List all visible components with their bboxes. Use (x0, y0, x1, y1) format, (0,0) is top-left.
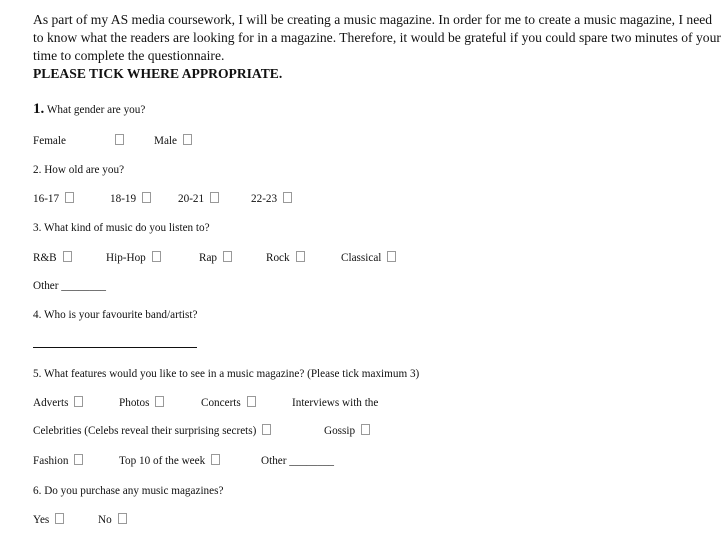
q4-question: 4. Who is your favourite band/artist? (33, 309, 198, 321)
checkbox-rap[interactable] (223, 251, 232, 262)
checkbox-22-23[interactable] (283, 192, 292, 203)
option-photos[interactable]: Photos (119, 396, 164, 410)
option-celebrities[interactable]: Celebrities (Celebs reveal their surprising secrets) (33, 424, 271, 438)
option-top10[interactable]: Top 10 of the week (119, 454, 220, 468)
option-hiphop[interactable]: Hip-Hop (106, 251, 161, 265)
q5-row2 (33, 424, 433, 438)
q3-other[interactable]: Other ________ (33, 280, 107, 292)
option-male[interactable]: Male (154, 134, 192, 148)
q6-options (33, 513, 233, 527)
q5-question: 5. What features would you like to see in a music magazine? (Please tick maximum 3) (33, 368, 420, 380)
q1-number: 1. (33, 101, 45, 117)
checkbox-rnb[interactable] (63, 251, 72, 262)
checkbox-classical[interactable] (387, 251, 396, 262)
intro-paragraph (33, 11, 723, 83)
q6-question: 6. Do you purchase any music magazines? (33, 485, 224, 497)
q1-question (33, 102, 145, 117)
q1-options (33, 134, 333, 148)
q3-options (33, 251, 453, 265)
option-female[interactable]: Female (33, 135, 66, 147)
instruction-text: PLEASE TICK WHERE APPROPRIATE. (33, 66, 283, 81)
option-rnb[interactable]: R&B (33, 251, 72, 265)
checkbox-male[interactable] (183, 134, 192, 145)
q5-row3 (33, 454, 433, 468)
option-yes[interactable]: Yes (33, 513, 64, 527)
option-classical[interactable]: Classical (341, 251, 396, 265)
option-adverts[interactable]: Adverts (33, 396, 83, 410)
option-rock[interactable]: Rock (266, 251, 305, 265)
checkbox-gossip[interactable] (361, 424, 370, 435)
checkbox-18-19[interactable] (142, 192, 151, 203)
option-rap[interactable]: Rap (199, 251, 232, 265)
q3-question: 3. What kind of music do you listen to? (33, 222, 210, 234)
option-18-19[interactable]: 18-19 (110, 192, 151, 206)
checkbox-celebrities[interactable] (262, 424, 271, 435)
option-16-17[interactable]: 16-17 (33, 192, 74, 206)
checkbox-top10[interactable] (211, 454, 220, 465)
option-gossip[interactable]: Gossip (324, 424, 370, 438)
checkbox-concerts[interactable] (247, 396, 256, 407)
option-20-21[interactable]: 20-21 (178, 192, 219, 206)
option-fashion[interactable]: Fashion (33, 454, 83, 468)
option-no[interactable]: No (98, 513, 127, 527)
q5-other[interactable]: Other ________ (261, 455, 335, 467)
option-22-23[interactable]: 22-23 (251, 192, 292, 206)
q2-question: 2. How old are you? (33, 164, 125, 176)
q4-answer-line[interactable] (33, 337, 197, 352)
checkbox-no[interactable] (118, 513, 127, 524)
checkbox-16-17[interactable] (65, 192, 74, 203)
option-concerts[interactable]: Concerts (201, 396, 256, 410)
checkbox-rock[interactable] (296, 251, 305, 262)
checkbox-adverts[interactable] (74, 396, 83, 407)
option-interviews[interactable]: Interviews with the (292, 397, 379, 409)
checkbox-female[interactable] (115, 134, 124, 148)
q5-row1 (33, 396, 433, 410)
checkbox-hiphop[interactable] (152, 251, 161, 262)
checkbox-photos[interactable] (155, 396, 164, 407)
q1-text: What gender are you? (46, 104, 146, 116)
checkbox-fashion[interactable] (74, 454, 83, 465)
checkbox-yes[interactable] (55, 513, 64, 524)
checkbox-20-21[interactable] (210, 192, 219, 203)
intro-text: As part of my AS media coursework, I will be creating a music magazine. In order for me to create a music magazine, I need to know what the readers are looking for in a magazine. Therefore, it would be grateful if you could spare two minutes of your time to complete the questionnaire. (33, 12, 721, 63)
q2-options (33, 192, 353, 206)
